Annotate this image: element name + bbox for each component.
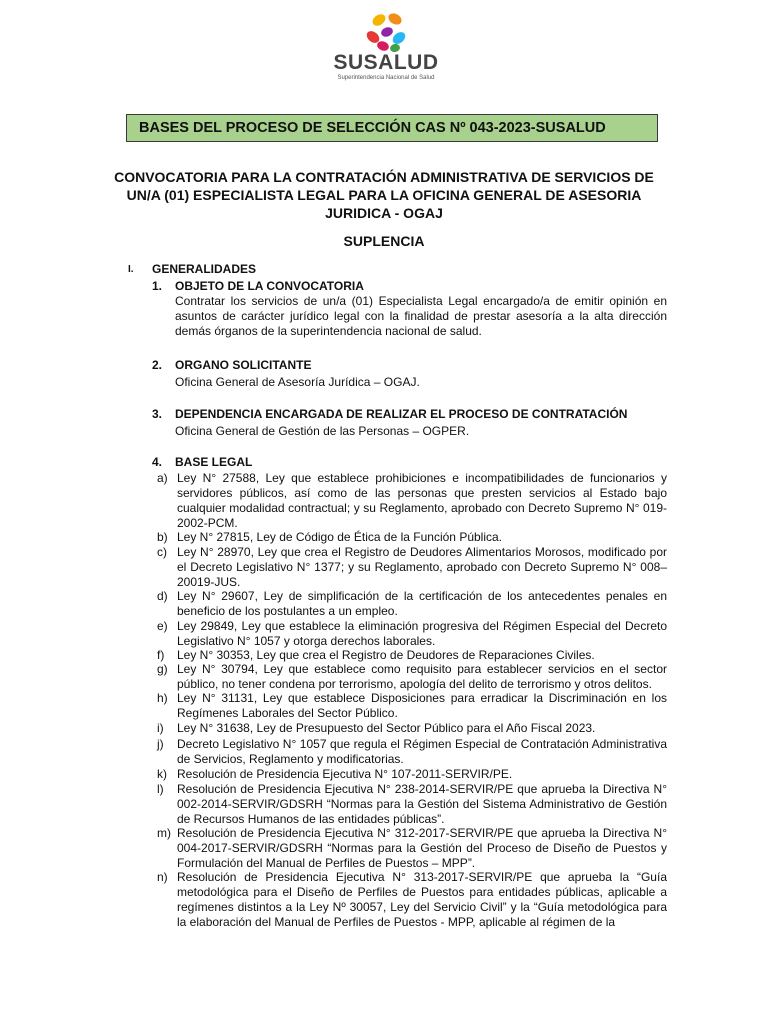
list-marker: a)	[157, 471, 168, 485]
item-text: Contratar los servicios de un/a (01) Especialista Legal encargado/a de emitir opinión en asuntos de carácter jurídico legal con la finalidad de prestar asesoría a la alta dirección demás órganos de la superintendencia nacional de salud.	[175, 294, 667, 338]
list-marker: i)	[157, 721, 164, 735]
list-item: Ley 29849, Ley que establece la eliminación progresiva del Régimen Especial del Decreto Legislativo N° 1057 y otorga derechos laborales.	[177, 619, 667, 648]
item-number: 4.	[152, 455, 163, 469]
list-item: Ley N° 27815, Ley de Código de Ética de la Función Pública.	[177, 530, 503, 544]
list-marker: k)	[157, 767, 167, 781]
list-item: Ley N° 31638, Ley de Presupuesto del Sector Público para el Año Fiscal 2023.	[177, 721, 596, 735]
list-marker: f)	[157, 648, 165, 662]
list-marker: m)	[157, 826, 171, 840]
heading-line: CONVOCATORIA PARA LA CONTRATACIÓN ADMINISTRATIVA DE SERVICIOS DE	[114, 169, 654, 185]
section-title: GENERALIDADES	[152, 262, 257, 276]
item-title: ORGANO SOLICITANTE	[175, 358, 312, 372]
logo-wordmark: SUSALUD	[333, 51, 439, 74]
item-text: Oficina General de Gestión de las Personas – OGPER.	[175, 424, 470, 438]
list-item: Resolución de Presidencia Ejecutiva N° 312-2017-SERVIR/PE que aprueba la Directiva N° 004-2017-SERVIR/GDSRH “Normas para la Gestión del Proceso de Diseño de Puestos y Formulación del Manual de Perfiles de Puestos – MPP”.	[177, 826, 667, 870]
item-title: BASE LEGAL	[175, 455, 253, 469]
heading-line: JURIDICA - OGAJ	[325, 205, 443, 221]
item-title: DEPENDENCIA ENCARGADA DE REALIZAR EL PROCESO DE CONTRATACIÓN	[175, 407, 628, 421]
list-item: Ley N° 27588, Ley que establece prohibiciones e incompatibilidades de funcionarios y servidores públicos, así como de las personas que presten servicios al Estado bajo cualquier modalidad contractual; y su Reglamento, aprobado con Decreto Supremo N° 019-2002-PCM.	[177, 471, 667, 530]
call-heading	[100, 168, 668, 222]
item-number: 3.	[152, 407, 163, 421]
list-marker: d)	[157, 589, 168, 603]
list-item: Ley N° 31131, Ley que establece Disposiciones para erradicar la Discriminación en los Regímenes Laborales del Sector Público.	[177, 691, 667, 720]
list-marker: e)	[157, 619, 168, 633]
list-item: Ley N° 28970, Ley que crea el Registro de Deudores Alimentarios Morosos, modificado por el Decreto Legislativo N° 1377; y su Reglamento, aprobado con Decreto Supremo N° 008–20019-JUS.	[177, 545, 667, 589]
logo-mark-icon	[363, 10, 409, 54]
list-item: Ley N° 30353, Ley que crea el Registro de Deudores de Reparaciones Civiles.	[177, 648, 595, 662]
list-marker: n)	[157, 870, 168, 884]
list-item: Resolución de Presidencia Ejecutiva N° 238-2014-SERVIR/PE que aprueba la Directiva N° 002-2014-SERVIR/GDSRH “Normas para la Gestión del Sistema Administrativo de Gestión de Recursos Humanos de las entidades públicas”.	[177, 782, 667, 826]
list-marker: g)	[157, 662, 168, 676]
heading-line: UN/A (01) ESPECIALISTA LEGAL PARA LA OFICINA GENERAL DE ASESORIA	[126, 187, 642, 203]
list-item: Ley N° 30794, Ley que establece como requisito para establecer servicios en el sector público, no tener condena por terrorismo, apología del delito de terrorismo y otros delitos.	[177, 662, 667, 691]
list-item: Decreto Legislativo N° 1057 que regula el Régimen Especial de Contratación Administrativa de Servicios, Reglamento y modificatorias.	[177, 737, 667, 766]
item-number: 1.	[152, 279, 163, 293]
list-marker: l)	[157, 782, 164, 796]
list-marker: b)	[157, 530, 168, 544]
item-number: 2.	[152, 358, 163, 372]
list-marker: h)	[157, 691, 168, 705]
process-title-banner: BASES DEL PROCESO DE SELECCIÓN CAS Nº 043-2023-SUSALUD	[126, 114, 658, 142]
section-marker: I.	[128, 264, 134, 275]
list-item: Ley N° 29607, Ley de simplificación de la certificación de los antecedentes penales en beneficio de los postulantes a un empleo.	[177, 589, 667, 618]
list-item: Resolución de Presidencia Ejecutiva N° 313-2017-SERVIR/PE que aprueba la “Guía metodológica para el Diseño de Perfiles de Puestos para entidades públicas, aplicable a regímenes distintos a la Ley Nº 30057, Ley del Servicio Civil” y la “Guía metodológica para la elaboración del Manual de Perfiles de Puestos - MPP, aplicable al régimen de la	[177, 870, 667, 929]
logo-subtitle: Superintendencia Nacional de Salud	[337, 75, 435, 81]
item-text: Oficina General de Asesoría Jurídica – OGAJ.	[175, 375, 420, 389]
list-marker: j)	[157, 737, 164, 751]
list-marker: c)	[157, 545, 167, 559]
susalud-logo	[322, 10, 450, 82]
subheading: SUPLENCIA	[343, 233, 425, 249]
item-title: OBJETO DE LA CONVOCATORIA	[175, 279, 364, 293]
list-item: Resolución de Presidencia Ejecutiva N° 107-2011-SERVIR/PE.	[177, 767, 513, 781]
